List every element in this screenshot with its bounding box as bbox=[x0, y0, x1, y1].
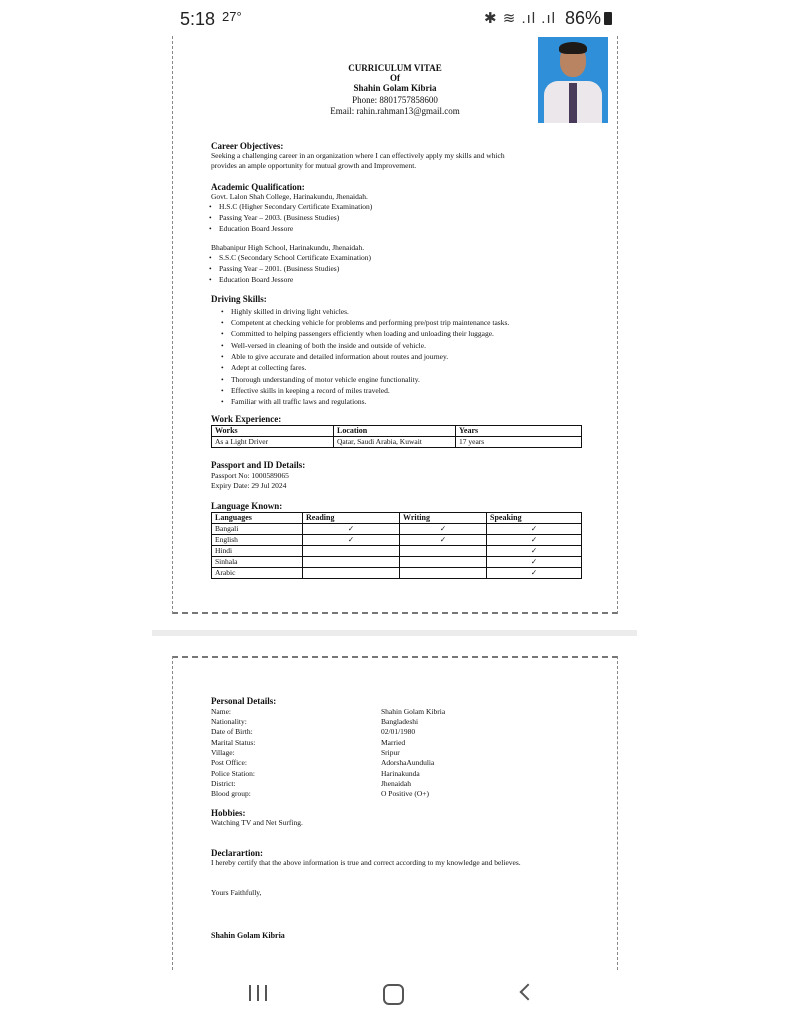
table-header: Languages bbox=[212, 513, 303, 524]
declaration-heading: Declarartion: bbox=[211, 848, 263, 858]
cv-of: Of bbox=[390, 73, 400, 83]
table-header: Speaking bbox=[487, 513, 582, 524]
table-header-row bbox=[212, 513, 582, 524]
driving-item: • Well-versed in cleaning of both the inside and outside of vehicle. bbox=[231, 340, 426, 351]
table-cell: 17 years bbox=[456, 437, 582, 448]
work-heading: Work Experience: bbox=[211, 414, 282, 424]
driving-item: • Committed to helping passengers efficiently when loading and unloading their luggage. bbox=[231, 328, 494, 339]
academic-heading: Academic Qualification: bbox=[211, 182, 305, 192]
table-cell: Bangali bbox=[212, 524, 303, 535]
academic-item: • Passing Year – 2003. (Business Studies) bbox=[219, 213, 339, 224]
driving-item: • Competent at checking vehicle for problems and performing pre/post trip maintenance tasks. bbox=[231, 317, 509, 328]
table-header: Reading bbox=[303, 513, 400, 524]
recent-apps-icon[interactable] bbox=[247, 985, 269, 1001]
personal-value: Jhenaidah bbox=[381, 779, 411, 788]
check-mark: ✓ bbox=[303, 524, 400, 535]
academic-item: • S.S.C (Secondary School Certificate Examination) bbox=[219, 253, 371, 264]
career-line: provides an ample opportunity for mutual growth and Improvement. bbox=[211, 161, 417, 170]
status-temperature: 27° bbox=[222, 9, 242, 24]
personal-value: Bangladeshi bbox=[381, 717, 419, 726]
hobbies-text: Watching TV and Net Surfing. bbox=[211, 818, 303, 827]
table-cell bbox=[303, 557, 400, 568]
academic-school: Bhabanipur High School, Harinakundu, Jhenaidah. bbox=[211, 243, 365, 252]
table-header: Location bbox=[334, 426, 456, 437]
personal-label: Nationality: bbox=[211, 717, 247, 726]
driving-item: • Familiar with all traffic laws and regulations. bbox=[231, 396, 366, 407]
cv-title: CURRICULUM VITAE bbox=[348, 63, 442, 73]
work-table bbox=[211, 425, 582, 448]
table-cell bbox=[303, 546, 400, 557]
table-header: Works bbox=[212, 426, 334, 437]
academic-item: • Education Board Jessore bbox=[219, 275, 293, 286]
academic-school: Govt. Lalon Shah College, Harinakundu, Jhenaidah. bbox=[211, 192, 368, 201]
personal-label: Village: bbox=[211, 748, 235, 757]
table-cell: Sinhala bbox=[212, 557, 303, 568]
table-row bbox=[212, 535, 582, 546]
personal-label: District: bbox=[211, 779, 236, 788]
table-cell: Arabic bbox=[212, 568, 303, 579]
home-icon[interactable] bbox=[383, 984, 404, 1005]
personal-value: Harinakunda bbox=[381, 769, 420, 778]
check-mark: ✓ bbox=[400, 524, 487, 535]
personal-value: Married bbox=[381, 738, 406, 747]
table-cell bbox=[400, 557, 487, 568]
cv-name: Shahin Golam Kibria bbox=[353, 83, 437, 93]
language-heading: Language Known: bbox=[211, 501, 283, 511]
table-row bbox=[212, 524, 582, 535]
academic-item: • Education Board Jessore bbox=[219, 224, 293, 235]
navigation-bar bbox=[0, 970, 791, 1024]
driving-item: • Able to give accurate and detailed information about routes and journey. bbox=[231, 351, 448, 362]
battery-level: 86% bbox=[565, 8, 612, 29]
table-cell: Qatar, Saudi Arabia, Kuwait bbox=[334, 437, 456, 448]
check-mark: ✓ bbox=[400, 535, 487, 546]
page-separator bbox=[152, 630, 637, 636]
document-page-2 bbox=[172, 656, 618, 970]
driving-heading: Driving Skills: bbox=[211, 294, 267, 304]
passport-heading: Passport and ID Details: bbox=[211, 460, 306, 470]
cv-email: Email: rahin.rahman13@gmail.com bbox=[330, 106, 460, 116]
personal-value: O Positive (O+) bbox=[381, 789, 429, 798]
personal-value: 02/01/1980 bbox=[381, 727, 416, 736]
personal-value: Shahin Golam Kibria bbox=[381, 707, 446, 716]
table-header-row bbox=[212, 426, 582, 437]
table-row bbox=[212, 568, 582, 579]
personal-value: Sripur bbox=[381, 748, 400, 757]
personal-label: Name: bbox=[211, 707, 231, 716]
driving-item: • Thorough understanding of motor vehicle engine functionality. bbox=[231, 374, 420, 385]
language-table bbox=[211, 512, 582, 579]
signature-name: Shahin Golam Kibria bbox=[211, 931, 285, 940]
passport-expiry: Expiry Date: 29 Jul 2024 bbox=[211, 481, 287, 490]
check-mark: ✓ bbox=[487, 546, 582, 557]
driving-item: • Highly skilled in driving light vehicles. bbox=[231, 306, 349, 317]
table-row bbox=[212, 437, 582, 448]
check-mark: ✓ bbox=[487, 524, 582, 535]
status-time: 5:18 bbox=[180, 9, 216, 29]
career-line: Seeking a challenging career in an organization where I can effectively apply my skills and which bbox=[211, 151, 505, 160]
personal-label: Marital Status: bbox=[211, 738, 256, 747]
table-row bbox=[212, 557, 582, 568]
document-page-1 bbox=[172, 36, 618, 614]
personal-label: Blood group: bbox=[211, 789, 251, 798]
academic-item: • Passing Year – 2001. (Business Studies) bbox=[219, 264, 339, 275]
passport-number: Passport No: 1000589065 bbox=[211, 471, 289, 480]
career-heading: Career Objectives: bbox=[211, 141, 284, 151]
cv-phone: Phone: 8801757858600 bbox=[352, 95, 438, 105]
declaration-text: I hereby certify that the above information is true and correct according to my knowledge and believes. bbox=[211, 858, 521, 867]
driving-item: • Effective skills in keeping a record of miles traveled. bbox=[231, 385, 390, 396]
table-header: Years bbox=[456, 426, 582, 437]
personal-label: Date of Birth: bbox=[211, 727, 253, 736]
back-icon[interactable] bbox=[520, 984, 537, 1001]
table-cell bbox=[400, 568, 487, 579]
personal-heading: Personal Details: bbox=[211, 696, 277, 706]
table-header: Writing bbox=[400, 513, 487, 524]
personal-label: Post Office: bbox=[211, 758, 247, 767]
check-mark: ✓ bbox=[487, 557, 582, 568]
table-row bbox=[212, 546, 582, 557]
closing-text: Yours Faithfully, bbox=[211, 888, 262, 897]
table-cell bbox=[400, 546, 487, 557]
check-mark: ✓ bbox=[487, 535, 582, 546]
check-mark: ✓ bbox=[487, 568, 582, 579]
table-cell: As a Light Driver bbox=[212, 437, 334, 448]
driving-item: • Adept at collecting fares. bbox=[231, 362, 306, 373]
table-cell: English bbox=[212, 535, 303, 546]
status-bar bbox=[0, 0, 791, 36]
personal-label: Police Station: bbox=[211, 769, 255, 778]
personal-value: AdorshaAundulia bbox=[381, 758, 435, 767]
table-cell: Hindi bbox=[212, 546, 303, 557]
table-cell bbox=[303, 568, 400, 579]
connectivity-icons: ✱ ≋ .ıl .ıl bbox=[484, 10, 556, 27]
check-mark: ✓ bbox=[303, 535, 400, 546]
hobbies-heading: Hobbies: bbox=[211, 808, 246, 818]
battery-icon bbox=[604, 12, 612, 25]
academic-item: • H.S.C (Higher Secondary Certificate Examination) bbox=[219, 202, 372, 213]
